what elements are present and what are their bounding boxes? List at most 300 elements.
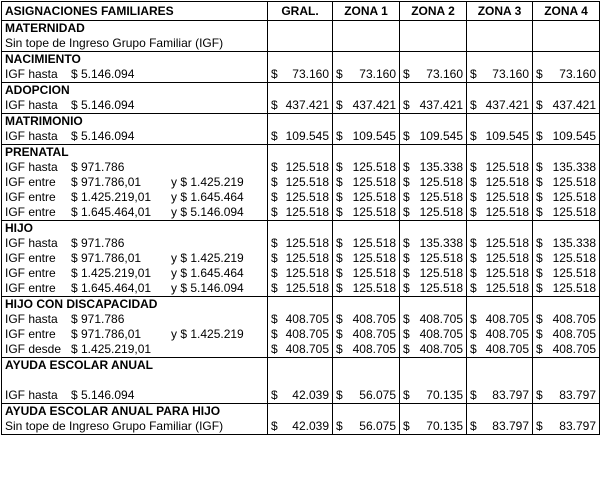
amount-cell	[533, 419, 600, 435]
amount-value: 408.705	[552, 342, 596, 356]
amount-value: 125.518	[352, 190, 396, 204]
empty-cell	[268, 21, 333, 37]
condition-label: Sin tope de Ingreso Grupo Familiar (IGF)	[5, 36, 224, 50]
condition-cell	[2, 419, 268, 435]
currency-symbol: $	[470, 312, 477, 326]
income-from: $ 971.786,01	[71, 175, 142, 189]
amount-value: 125.518	[352, 251, 396, 265]
amount-value: 125.518	[285, 251, 329, 265]
section	[2, 145, 600, 221]
amount-cell	[533, 98, 600, 114]
amount-value: 125.518	[419, 266, 463, 280]
empty-cell	[533, 221, 600, 237]
currency-symbol: $	[336, 205, 343, 219]
condition-label: IGF entre	[5, 281, 56, 295]
amount-cell	[400, 266, 467, 281]
amount-cell	[467, 419, 533, 435]
amount-cell	[400, 236, 467, 251]
amount-cell	[467, 236, 533, 251]
amount-value: 56.075	[359, 388, 396, 402]
empty-cell	[268, 373, 333, 388]
condition-cell	[2, 312, 268, 327]
empty-cell	[467, 404, 533, 420]
amount-cell	[333, 129, 400, 145]
condition-cell	[2, 281, 268, 297]
amount-cell	[533, 129, 600, 145]
income-to: y $ 5.146.094	[171, 205, 244, 219]
amount-cell	[400, 419, 467, 435]
condition-cell	[2, 342, 268, 358]
amount-cell	[400, 190, 467, 205]
empty-cell	[533, 404, 600, 420]
amount-cell	[533, 175, 600, 190]
amount-value: 437.421	[485, 98, 529, 112]
amount-value: 125.518	[485, 266, 529, 280]
currency-symbol: $	[403, 236, 410, 250]
empty-cell	[533, 52, 600, 68]
amount-value: 125.518	[419, 205, 463, 219]
income-from: $ 1.425.219,01	[71, 342, 152, 356]
condition-label: IGF hasta	[5, 129, 58, 143]
section	[2, 21, 600, 52]
amount-cell	[467, 342, 533, 358]
amount-value: 408.705	[485, 312, 529, 326]
amount-cell	[533, 327, 600, 342]
amount-value: 125.518	[285, 205, 329, 219]
header-zone: ZONA 4	[533, 2, 600, 21]
amount-cell	[467, 129, 533, 145]
amount-value: 125.518	[552, 266, 596, 280]
currency-symbol: $	[336, 419, 343, 433]
currency-symbol: $	[336, 98, 343, 112]
empty-cell	[467, 114, 533, 130]
amount-cell	[333, 281, 400, 297]
amount-value: 125.518	[552, 190, 596, 204]
amount-cell	[333, 205, 400, 221]
currency-symbol: $	[470, 175, 477, 189]
income-to: y $ 1.645.464	[171, 190, 244, 204]
currency-symbol: $	[470, 98, 477, 112]
currency-symbol: $	[403, 251, 410, 265]
amount-value: 42.039	[292, 419, 329, 433]
section-title-row	[2, 145, 600, 161]
currency-symbol: $	[536, 205, 543, 219]
amount-value: 408.705	[352, 327, 396, 341]
income-from: $ 971.786	[71, 160, 125, 174]
amount-value: 125.518	[352, 281, 396, 295]
currency-symbol: $	[271, 129, 278, 143]
currency-symbol: $	[536, 419, 543, 433]
amount-cell	[400, 342, 467, 358]
amount-cell	[333, 342, 400, 358]
condition-cell	[2, 67, 268, 83]
condition-cell	[2, 36, 268, 52]
empty-cell	[467, 83, 533, 99]
amount-value: 109.545	[552, 129, 596, 143]
table-row	[2, 312, 600, 327]
currency-symbol: $	[403, 312, 410, 326]
amount-value: 125.518	[352, 236, 396, 250]
condition-cell	[2, 98, 268, 114]
amount-cell	[467, 266, 533, 281]
income-to: y $ 1.425.219	[171, 327, 244, 341]
amount-cell	[268, 205, 333, 221]
empty-cell	[333, 52, 400, 68]
table-row	[2, 129, 600, 145]
amount-value: 109.545	[352, 129, 396, 143]
condition-label: IGF entre	[5, 327, 56, 341]
amount-cell	[333, 67, 400, 83]
section-title-row	[2, 358, 600, 374]
amount-cell	[333, 312, 400, 327]
income-to: y $ 1.425.219	[171, 175, 244, 189]
section-title: MATRIMONIO	[2, 114, 268, 130]
currency-symbol: $	[470, 190, 477, 204]
currency-symbol: $	[470, 419, 477, 433]
currency-symbol: $	[470, 67, 477, 81]
amount-cell	[533, 266, 600, 281]
income-from: $ 5.146.094	[71, 67, 135, 81]
amount-value: 437.421	[419, 98, 463, 112]
amount-cell	[467, 327, 533, 342]
empty-cell	[533, 21, 600, 37]
table-row	[2, 281, 600, 297]
currency-symbol: $	[470, 266, 477, 280]
amount-value: 109.545	[285, 129, 329, 143]
amount-value: 83.797	[492, 388, 529, 402]
currency-symbol: $	[536, 266, 543, 280]
currency-symbol: $	[271, 98, 278, 112]
amount-cell	[333, 419, 400, 435]
amount-value: 408.705	[419, 342, 463, 356]
section-title-row	[2, 52, 600, 68]
currency-symbol: $	[336, 236, 343, 250]
empty-cell	[533, 373, 600, 388]
amount-value: 408.705	[352, 342, 396, 356]
amount-cell	[400, 175, 467, 190]
currency-symbol: $	[271, 67, 278, 81]
amount-cell	[268, 388, 333, 404]
empty-cell	[400, 114, 467, 130]
condition-cell	[2, 205, 268, 221]
currency-symbol: $	[403, 190, 410, 204]
currency-symbol: $	[271, 342, 278, 356]
amount-value: 125.518	[285, 236, 329, 250]
amount-value: 73.160	[292, 67, 329, 81]
income-to: y $ 1.645.464	[171, 266, 244, 280]
amount-value: 42.039	[292, 388, 329, 402]
currency-symbol: $	[536, 312, 543, 326]
amount-value: 135.338	[552, 160, 596, 174]
empty-cell	[268, 83, 333, 99]
amount-value: 408.705	[485, 342, 529, 356]
header-row	[2, 2, 600, 21]
amount-value: 125.518	[285, 175, 329, 189]
amount-value: 125.518	[485, 205, 529, 219]
amount-cell	[333, 98, 400, 114]
condition-cell	[2, 175, 268, 190]
section-title-row	[2, 83, 600, 99]
condition-cell	[2, 327, 268, 342]
currency-symbol: $	[536, 98, 543, 112]
amount-cell	[400, 388, 467, 404]
condition-cell	[2, 129, 268, 145]
condition-label: IGF entre	[5, 251, 56, 265]
amount-cell	[467, 281, 533, 297]
empty-cell	[533, 114, 600, 130]
section-title-row	[2, 404, 600, 420]
amount-value: 125.518	[485, 236, 529, 250]
amount-cell	[467, 190, 533, 205]
currency-symbol: $	[336, 327, 343, 341]
condition-label: IGF entre	[5, 190, 56, 204]
amount-value: 70.135	[426, 388, 463, 402]
currency-symbol: $	[470, 327, 477, 341]
amount-value: 125.518	[485, 160, 529, 174]
section-title-row	[2, 114, 600, 130]
currency-symbol: $	[403, 129, 410, 143]
empty-cell	[400, 52, 467, 68]
amount-value: 125.518	[419, 175, 463, 189]
amount-cell	[467, 388, 533, 404]
amount-value: 437.421	[352, 98, 396, 112]
currency-symbol: $	[271, 419, 278, 433]
amount-value: 125.518	[419, 251, 463, 265]
amount-value: 125.518	[352, 266, 396, 280]
section	[2, 297, 600, 358]
amount-cell	[268, 36, 333, 52]
currency-symbol: $	[403, 266, 410, 280]
currency-symbol: $	[403, 175, 410, 189]
condition-label: IGF hasta	[5, 98, 58, 112]
empty-cell	[400, 21, 467, 37]
amount-cell	[333, 36, 400, 52]
amount-cell	[467, 251, 533, 266]
amount-cell	[467, 36, 533, 52]
empty-cell	[400, 358, 467, 374]
amount-value: 408.705	[285, 342, 329, 356]
income-from: $ 1.645.464,01	[71, 205, 152, 219]
table-row	[2, 98, 600, 114]
amount-cell	[400, 67, 467, 83]
section-title-row	[2, 21, 600, 37]
table-row	[2, 251, 600, 266]
amount-cell	[333, 327, 400, 342]
amount-value: 73.160	[559, 67, 596, 81]
asignaciones-table	[1, 1, 600, 435]
section-title: MATERNIDAD	[2, 21, 268, 37]
amount-cell	[533, 342, 600, 358]
empty-cell	[268, 52, 333, 68]
amount-value: 125.518	[352, 205, 396, 219]
condition-label: IGF entre	[5, 175, 56, 189]
empty-cell	[400, 145, 467, 161]
amount-cell	[268, 175, 333, 190]
currency-symbol: $	[470, 281, 477, 295]
empty-cell	[2, 373, 268, 388]
amount-cell	[400, 129, 467, 145]
amount-cell	[533, 388, 600, 404]
empty-cell	[467, 373, 533, 388]
section-title-row	[2, 297, 600, 313]
amount-cell	[533, 205, 600, 221]
currency-symbol: $	[271, 251, 278, 265]
condition-label: IGF entre	[5, 266, 56, 280]
amount-value: 408.705	[285, 312, 329, 326]
amount-value: 125.518	[485, 190, 529, 204]
currency-symbol: $	[536, 67, 543, 81]
amount-value: 408.705	[285, 327, 329, 341]
amount-value: 125.518	[285, 281, 329, 295]
amount-cell	[400, 205, 467, 221]
condition-cell	[2, 251, 268, 266]
empty-cell	[268, 358, 333, 374]
income-from: $ 971.786,01	[71, 327, 142, 341]
currency-symbol: $	[403, 160, 410, 174]
amount-value: 437.421	[285, 98, 329, 112]
amount-cell	[268, 236, 333, 251]
currency-symbol: $	[536, 342, 543, 356]
section-title: AYUDA ESCOLAR ANUAL	[2, 358, 268, 374]
empty-cell	[268, 297, 333, 313]
amount-value: 125.518	[552, 251, 596, 265]
currency-symbol: $	[470, 236, 477, 250]
empty-cell	[268, 114, 333, 130]
currency-symbol: $	[470, 342, 477, 356]
table-row	[2, 205, 600, 221]
condition-label: IGF desde	[5, 342, 62, 356]
condition-label: IGF hasta	[5, 67, 58, 81]
empty-cell	[400, 373, 467, 388]
income-from: $ 971.786	[71, 312, 125, 326]
currency-symbol: $	[403, 419, 410, 433]
amount-value: 125.518	[485, 175, 529, 189]
table-row	[2, 266, 600, 281]
currency-symbol: $	[271, 160, 278, 174]
amount-cell	[467, 160, 533, 175]
currency-symbol: $	[271, 266, 278, 280]
condition-label: IGF hasta	[5, 236, 58, 250]
empty-cell	[400, 404, 467, 420]
amount-cell	[533, 312, 600, 327]
empty-cell	[533, 145, 600, 161]
amount-value: 125.518	[285, 160, 329, 174]
empty-cell	[268, 404, 333, 420]
section	[2, 404, 600, 435]
table-row	[2, 36, 600, 52]
currency-symbol: $	[403, 342, 410, 356]
amount-cell	[400, 327, 467, 342]
currency-symbol: $	[470, 205, 477, 219]
amount-value: 408.705	[419, 327, 463, 341]
amount-cell	[400, 36, 467, 52]
table-row	[2, 327, 600, 342]
empty-cell	[467, 221, 533, 237]
amount-cell	[333, 388, 400, 404]
amount-value: 125.518	[485, 251, 529, 265]
currency-symbol: $	[336, 160, 343, 174]
spacer-row	[2, 373, 600, 388]
currency-symbol: $	[271, 190, 278, 204]
table-row	[2, 67, 600, 83]
amount-cell	[467, 67, 533, 83]
condition-label: IGF hasta	[5, 388, 58, 402]
income-to: y $ 5.146.094	[171, 281, 244, 295]
amount-cell	[533, 251, 600, 266]
currency-symbol: $	[271, 327, 278, 341]
empty-cell	[467, 145, 533, 161]
currency-symbol: $	[336, 129, 343, 143]
empty-cell	[467, 297, 533, 313]
table-row	[2, 160, 600, 175]
amount-cell	[333, 175, 400, 190]
amount-cell	[400, 160, 467, 175]
currency-symbol: $	[271, 205, 278, 219]
amount-value: 83.797	[492, 419, 529, 433]
amount-value: 125.518	[552, 205, 596, 219]
income-from: $ 5.146.094	[71, 129, 135, 143]
amount-cell	[400, 312, 467, 327]
amount-cell	[333, 251, 400, 266]
table-row	[2, 236, 600, 251]
amount-cell	[467, 175, 533, 190]
header-zone: ZONA 1	[333, 2, 400, 21]
amount-cell	[400, 251, 467, 266]
amount-cell	[533, 190, 600, 205]
amount-value: 125.518	[419, 190, 463, 204]
amount-value: 83.797	[559, 388, 596, 402]
currency-symbol: $	[536, 129, 543, 143]
section-title: HIJO	[2, 221, 268, 237]
amount-value: 408.705	[485, 327, 529, 341]
section-title-row	[2, 221, 600, 237]
header-zone: ZONA 3	[467, 2, 533, 21]
amount-value: 125.518	[552, 281, 596, 295]
currency-symbol: $	[403, 327, 410, 341]
currency-symbol: $	[403, 281, 410, 295]
income-from: $ 971.786,01	[71, 251, 142, 265]
currency-symbol: $	[536, 190, 543, 204]
amount-cell	[533, 281, 600, 297]
amount-value: 135.338	[552, 236, 596, 250]
currency-symbol: $	[536, 327, 543, 341]
empty-cell	[333, 297, 400, 313]
empty-cell	[467, 21, 533, 37]
header-zone: GRAL.	[268, 2, 333, 21]
currency-symbol: $	[470, 160, 477, 174]
empty-cell	[333, 21, 400, 37]
currency-symbol: $	[271, 175, 278, 189]
condition-label: IGF hasta	[5, 312, 58, 326]
empty-cell	[400, 83, 467, 99]
empty-cell	[333, 83, 400, 99]
currency-symbol: $	[536, 175, 543, 189]
currency-symbol: $	[336, 190, 343, 204]
income-to: y $ 1.425.219	[171, 251, 244, 265]
amount-value: 125.518	[352, 160, 396, 174]
currency-symbol: $	[536, 236, 543, 250]
section-title: ADOPCION	[2, 83, 268, 99]
empty-cell	[400, 297, 467, 313]
empty-cell	[333, 404, 400, 420]
table-row	[2, 419, 600, 435]
empty-cell	[268, 221, 333, 237]
amount-value: 56.075	[359, 419, 396, 433]
income-from: $ 5.146.094	[71, 98, 135, 112]
amount-value: 408.705	[419, 312, 463, 326]
amount-value: 135.338	[419, 160, 463, 174]
section	[2, 83, 600, 114]
